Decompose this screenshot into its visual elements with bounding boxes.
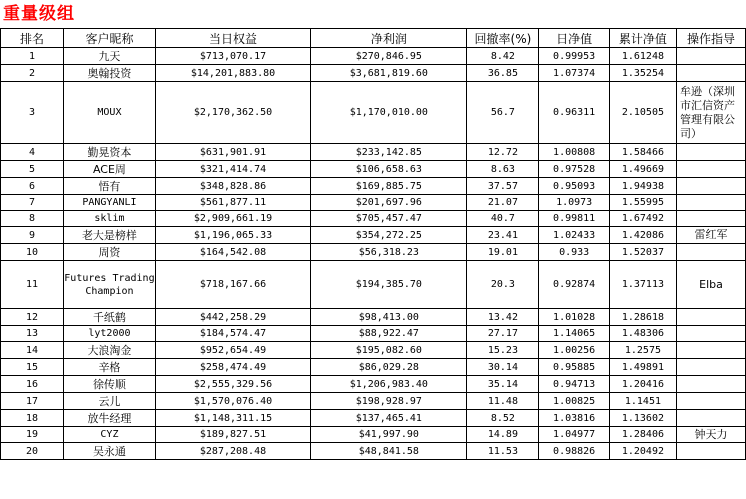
cell-equity: $713,070.17 bbox=[155, 48, 311, 65]
cell-drawdown: 21.07 bbox=[467, 195, 539, 211]
cell-cum-nav: 1.49891 bbox=[609, 359, 676, 376]
cell-profit: $233,142.85 bbox=[311, 144, 467, 161]
cell-equity: $442,258.29 bbox=[155, 309, 311, 326]
cell-daily-nav: 1.14065 bbox=[539, 326, 609, 342]
cell-daily-nav: 1.0973 bbox=[539, 195, 609, 211]
cell-equity: $189,827.51 bbox=[155, 427, 311, 443]
cell-rank: 4 bbox=[1, 144, 64, 161]
cell-nickname: CYZ bbox=[64, 427, 156, 443]
table-row bbox=[1, 48, 746, 65]
cell-guide bbox=[677, 376, 746, 393]
col-header-nickname: 客户昵称 bbox=[64, 29, 156, 48]
cell-guide bbox=[677, 359, 746, 376]
cell-drawdown: 36.85 bbox=[467, 65, 539, 82]
cell-nickname: 辛格 bbox=[64, 359, 156, 376]
cell-rank: 20 bbox=[1, 443, 64, 460]
cell-nickname: 九天 bbox=[64, 48, 156, 65]
cell-profit: $270,846.95 bbox=[311, 48, 467, 65]
cell-daily-nav: 1.01028 bbox=[539, 309, 609, 326]
cell-equity: $164,542.08 bbox=[155, 244, 311, 261]
cell-rank: 7 bbox=[1, 195, 64, 211]
table-row bbox=[1, 65, 746, 82]
cell-profit: $195,082.60 bbox=[311, 342, 467, 359]
cell-guide bbox=[677, 244, 746, 261]
cell-daily-nav: 0.933 bbox=[539, 244, 609, 261]
cell-profit: $354,272.25 bbox=[311, 227, 467, 244]
cell-cum-nav: 1.35254 bbox=[609, 65, 676, 82]
cell-daily-nav: 1.02433 bbox=[539, 227, 609, 244]
col-header-drawdown: 回撤率(%) bbox=[467, 29, 539, 48]
cell-guide: Elba bbox=[677, 261, 746, 309]
cell-guide bbox=[677, 326, 746, 342]
table-row bbox=[1, 326, 746, 342]
cell-nickname: 奥翰投资 bbox=[64, 65, 156, 82]
col-header-equity: 当日权益 bbox=[155, 29, 311, 48]
cell-cum-nav: 1.49669 bbox=[609, 161, 676, 178]
cell-drawdown: 37.57 bbox=[467, 178, 539, 195]
cell-drawdown: 8.52 bbox=[467, 410, 539, 427]
cell-nickname: 老大是榜样 bbox=[64, 227, 156, 244]
cell-profit: $194,385.70 bbox=[311, 261, 467, 309]
cell-daily-nav: 0.94713 bbox=[539, 376, 609, 393]
cell-cum-nav: 1.48306 bbox=[609, 326, 676, 342]
cell-rank: 6 bbox=[1, 178, 64, 195]
cell-guide bbox=[677, 342, 746, 359]
cell-profit: $106,658.63 bbox=[311, 161, 467, 178]
cell-profit: $1,170,010.00 bbox=[311, 82, 467, 144]
cell-daily-nav: 0.99953 bbox=[539, 48, 609, 65]
table-row bbox=[1, 359, 746, 376]
cell-rank: 17 bbox=[1, 393, 64, 410]
cell-rank: 8 bbox=[1, 211, 64, 227]
cell-cum-nav: 1.55995 bbox=[609, 195, 676, 211]
cell-cum-nav: 1.13602 bbox=[609, 410, 676, 427]
table-row bbox=[1, 161, 746, 178]
cell-drawdown: 40.7 bbox=[467, 211, 539, 227]
cell-nickname: lyt2000 bbox=[64, 326, 156, 342]
cell-guide bbox=[677, 309, 746, 326]
cell-nickname: MOUX bbox=[64, 82, 156, 144]
table-row bbox=[1, 443, 746, 460]
cell-rank: 9 bbox=[1, 227, 64, 244]
col-header-daily-nav: 日净值 bbox=[539, 29, 609, 48]
cell-profit: $41,997.90 bbox=[311, 427, 467, 443]
cell-cum-nav: 2.10505 bbox=[609, 82, 676, 144]
cell-daily-nav: 0.96311 bbox=[539, 82, 609, 144]
cell-rank: 14 bbox=[1, 342, 64, 359]
cell-rank: 1 bbox=[1, 48, 64, 65]
table-row bbox=[1, 211, 746, 227]
cell-rank: 2 bbox=[1, 65, 64, 82]
cell-rank: 16 bbox=[1, 376, 64, 393]
cell-guide bbox=[677, 195, 746, 211]
cell-equity: $321,414.74 bbox=[155, 161, 311, 178]
cell-daily-nav: 0.95093 bbox=[539, 178, 609, 195]
cell-daily-nav: 1.00256 bbox=[539, 342, 609, 359]
cell-equity: $1,570,076.40 bbox=[155, 393, 311, 410]
cell-nickname: 悟有 bbox=[64, 178, 156, 195]
cell-cum-nav: 1.52037 bbox=[609, 244, 676, 261]
cell-drawdown: 11.48 bbox=[467, 393, 539, 410]
table-row bbox=[1, 178, 746, 195]
table-row bbox=[1, 427, 746, 443]
cell-nickname: 放牛经理 bbox=[64, 410, 156, 427]
cell-cum-nav: 1.28618 bbox=[609, 309, 676, 326]
cell-rank: 13 bbox=[1, 326, 64, 342]
cell-guide bbox=[677, 65, 746, 82]
table-row bbox=[1, 309, 746, 326]
cell-equity: $631,901.91 bbox=[155, 144, 311, 161]
cell-daily-nav: 0.95885 bbox=[539, 359, 609, 376]
cell-equity: $1,148,311.15 bbox=[155, 410, 311, 427]
table-row bbox=[1, 342, 746, 359]
cell-drawdown: 20.3 bbox=[467, 261, 539, 309]
table-row bbox=[1, 410, 746, 427]
cell-guide bbox=[677, 393, 746, 410]
cell-drawdown: 30.14 bbox=[467, 359, 539, 376]
cell-daily-nav: 0.97528 bbox=[539, 161, 609, 178]
cell-nickname: sklim bbox=[64, 211, 156, 227]
cell-drawdown: 8.42 bbox=[467, 48, 539, 65]
cell-nickname: 周资 bbox=[64, 244, 156, 261]
cell-guide: 钟天力 bbox=[677, 427, 746, 443]
cell-rank: 11 bbox=[1, 261, 64, 309]
cell-profit: $1,206,983.40 bbox=[311, 376, 467, 393]
cell-rank: 10 bbox=[1, 244, 64, 261]
cell-cum-nav: 1.20416 bbox=[609, 376, 676, 393]
table-body bbox=[1, 48, 746, 460]
cell-nickname: 大浪淘金 bbox=[64, 342, 156, 359]
cell-equity: $2,170,362.50 bbox=[155, 82, 311, 144]
col-header-profit: 净利润 bbox=[311, 29, 467, 48]
cell-guide bbox=[677, 443, 746, 460]
cell-equity: $287,208.48 bbox=[155, 443, 311, 460]
cell-daily-nav: 0.92874 bbox=[539, 261, 609, 309]
ranking-table bbox=[0, 28, 746, 460]
table-row bbox=[1, 227, 746, 244]
table-row bbox=[1, 261, 746, 309]
cell-drawdown: 23.41 bbox=[467, 227, 539, 244]
cell-drawdown: 11.53 bbox=[467, 443, 539, 460]
cell-equity: $718,167.66 bbox=[155, 261, 311, 309]
cell-equity: $14,201,883.80 bbox=[155, 65, 311, 82]
col-header-cum-nav: 累计净值 bbox=[609, 29, 676, 48]
cell-cum-nav: 1.37113 bbox=[609, 261, 676, 309]
cell-drawdown: 14.89 bbox=[467, 427, 539, 443]
cell-daily-nav: 1.04977 bbox=[539, 427, 609, 443]
cell-equity: $258,474.49 bbox=[155, 359, 311, 376]
header-row bbox=[1, 29, 746, 48]
cell-equity: $1,196,065.33 bbox=[155, 227, 311, 244]
cell-rank: 5 bbox=[1, 161, 64, 178]
cell-guide: 雷红军 bbox=[677, 227, 746, 244]
cell-nickname: Futures Trading Champion bbox=[64, 261, 156, 309]
table-row bbox=[1, 82, 746, 144]
cell-cum-nav: 1.61248 bbox=[609, 48, 676, 65]
cell-profit: $201,697.96 bbox=[311, 195, 467, 211]
cell-cum-nav: 1.67492 bbox=[609, 211, 676, 227]
cell-nickname: 吴永通 bbox=[64, 443, 156, 460]
cell-daily-nav: 0.98826 bbox=[539, 443, 609, 460]
cell-cum-nav: 1.28406 bbox=[609, 427, 676, 443]
table-row bbox=[1, 376, 746, 393]
cell-rank: 12 bbox=[1, 309, 64, 326]
cell-profit: $56,318.23 bbox=[311, 244, 467, 261]
cell-drawdown: 15.23 bbox=[467, 342, 539, 359]
cell-rank: 15 bbox=[1, 359, 64, 376]
cell-rank: 3 bbox=[1, 82, 64, 144]
cell-rank: 19 bbox=[1, 427, 64, 443]
cell-equity: $184,574.47 bbox=[155, 326, 311, 342]
cell-profit: $48,841.58 bbox=[311, 443, 467, 460]
cell-profit: $98,413.00 bbox=[311, 309, 467, 326]
cell-guide bbox=[677, 211, 746, 227]
cell-nickname: ACE周 bbox=[64, 161, 156, 178]
table-row bbox=[1, 195, 746, 211]
cell-profit: $3,681,819.60 bbox=[311, 65, 467, 82]
page-title: 重量级组 bbox=[3, 4, 75, 24]
cell-nickname: PANGYANLI bbox=[64, 195, 156, 211]
cell-rank: 18 bbox=[1, 410, 64, 427]
cell-nickname: 千纸鹤 bbox=[64, 309, 156, 326]
cell-equity: $2,909,661.19 bbox=[155, 211, 311, 227]
table-row bbox=[1, 244, 746, 261]
cell-nickname: 云儿 bbox=[64, 393, 156, 410]
table-row bbox=[1, 144, 746, 161]
cell-equity: $561,877.11 bbox=[155, 195, 311, 211]
cell-cum-nav: 1.2575 bbox=[609, 342, 676, 359]
cell-drawdown: 12.72 bbox=[467, 144, 539, 161]
cell-equity: $348,828.86 bbox=[155, 178, 311, 195]
cell-profit: $86,029.28 bbox=[311, 359, 467, 376]
cell-daily-nav: 1.00808 bbox=[539, 144, 609, 161]
cell-guide bbox=[677, 144, 746, 161]
cell-guide bbox=[677, 48, 746, 65]
cell-cum-nav: 1.1451 bbox=[609, 393, 676, 410]
cell-daily-nav: 1.03816 bbox=[539, 410, 609, 427]
col-header-rank: 排名 bbox=[1, 29, 64, 48]
cell-guide: 牟逊（深圳市汇信资产管理有限公司） bbox=[677, 82, 746, 144]
cell-daily-nav: 1.00825 bbox=[539, 393, 609, 410]
cell-cum-nav: 1.20492 bbox=[609, 443, 676, 460]
cell-cum-nav: 1.58466 bbox=[609, 144, 676, 161]
table-row bbox=[1, 393, 746, 410]
cell-equity: $952,654.49 bbox=[155, 342, 311, 359]
cell-profit: $198,928.97 bbox=[311, 393, 467, 410]
cell-profit: $169,885.75 bbox=[311, 178, 467, 195]
cell-guide bbox=[677, 178, 746, 195]
cell-drawdown: 8.63 bbox=[467, 161, 539, 178]
cell-cum-nav: 1.42086 bbox=[609, 227, 676, 244]
cell-profit: $137,465.41 bbox=[311, 410, 467, 427]
col-header-guide: 操作指导 bbox=[677, 29, 746, 48]
cell-drawdown: 56.7 bbox=[467, 82, 539, 144]
cell-drawdown: 19.01 bbox=[467, 244, 539, 261]
cell-nickname: 徐传顺 bbox=[64, 376, 156, 393]
cell-equity: $2,555,329.56 bbox=[155, 376, 311, 393]
cell-profit: $705,457.47 bbox=[311, 211, 467, 227]
cell-drawdown: 13.42 bbox=[467, 309, 539, 326]
cell-drawdown: 35.14 bbox=[467, 376, 539, 393]
cell-nickname: 勤晃资本 bbox=[64, 144, 156, 161]
cell-daily-nav: 1.07374 bbox=[539, 65, 609, 82]
cell-drawdown: 27.17 bbox=[467, 326, 539, 342]
cell-guide bbox=[677, 410, 746, 427]
cell-guide bbox=[677, 161, 746, 178]
cell-profit: $88,922.47 bbox=[311, 326, 467, 342]
cell-cum-nav: 1.94938 bbox=[609, 178, 676, 195]
cell-daily-nav: 0.99811 bbox=[539, 211, 609, 227]
